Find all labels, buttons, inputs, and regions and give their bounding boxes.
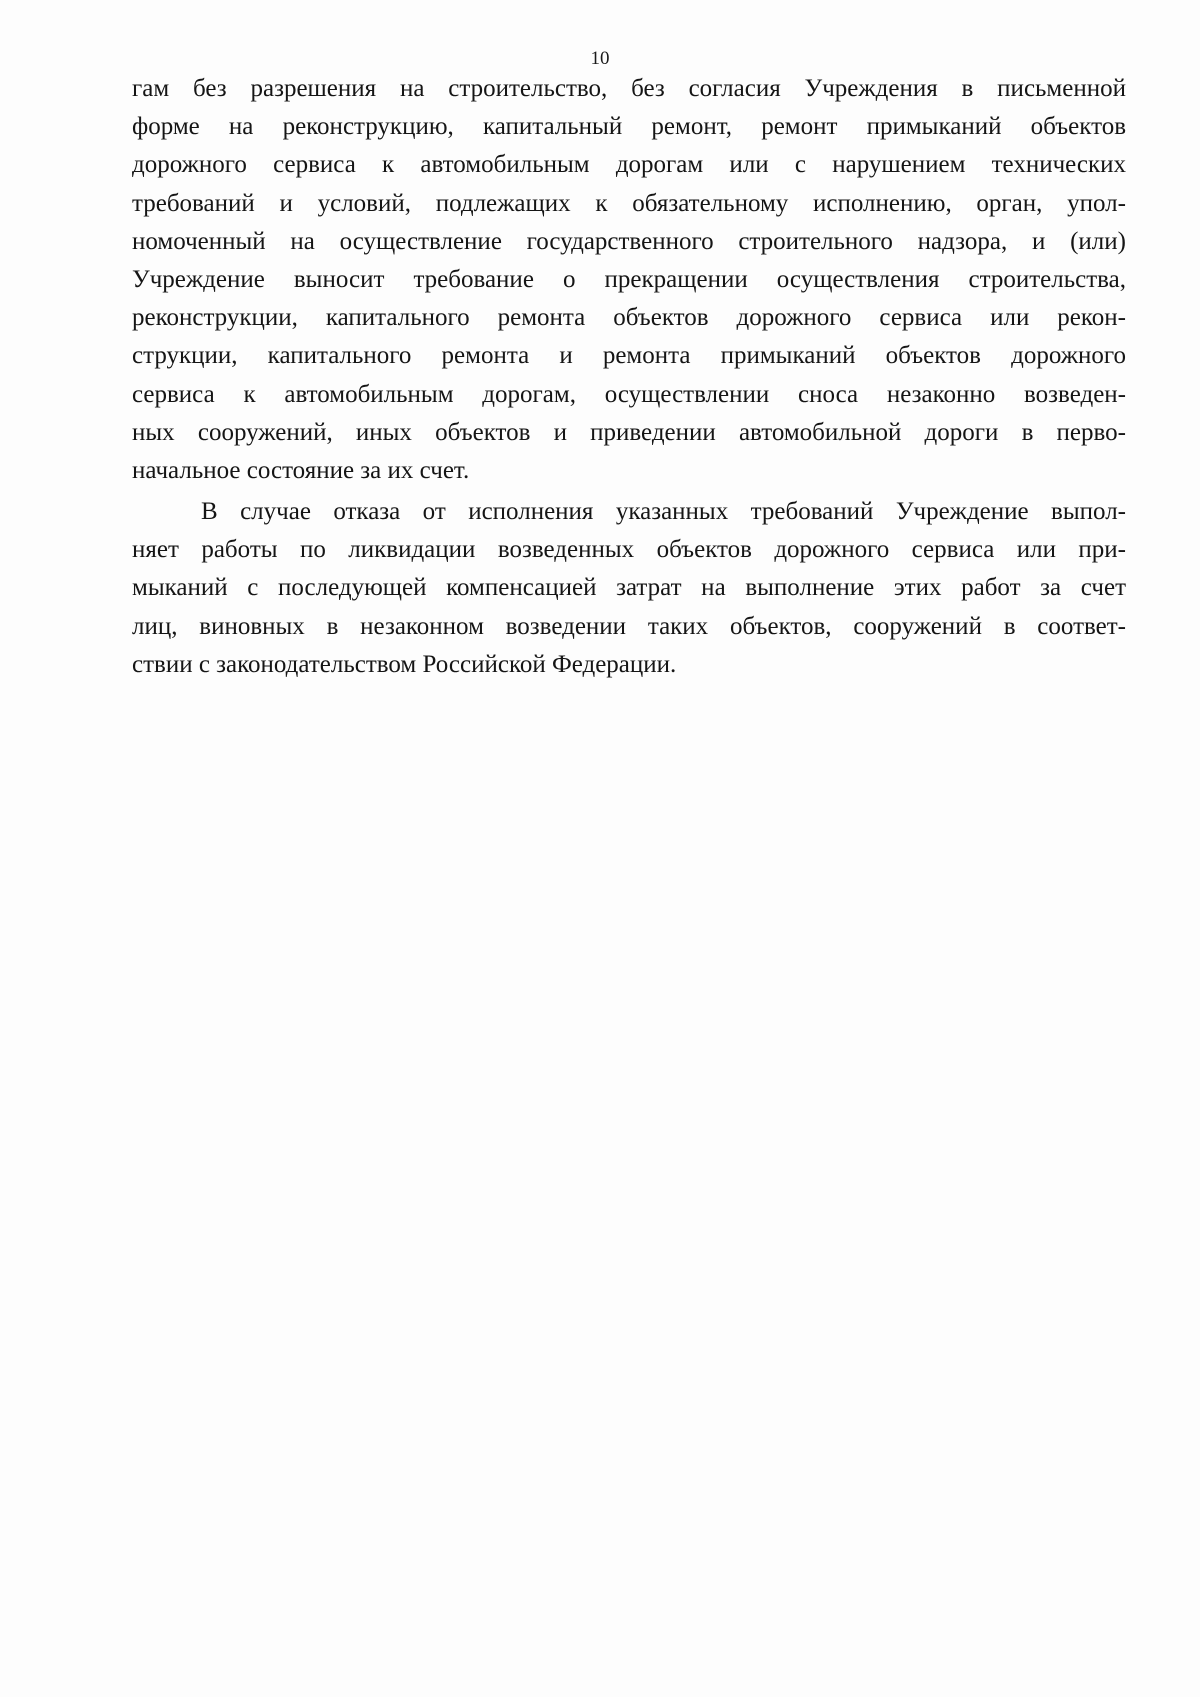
paragraph-2 <box>132 493 1126 684</box>
text-line: начальное состояние за их счет. <box>132 456 470 484</box>
page-number: 10 <box>590 48 610 69</box>
document-body <box>132 70 1126 684</box>
text-line: няет работы по ликвидации возведенных объектов дорожного сервиса или при- <box>132 536 1126 564</box>
text-line: гам без разрешения на строительство, без согласия Учреждения в письменной <box>132 75 1126 102</box>
text-line: форме на реконструкцию, капитальный ремонт, ремонт примыканий объектов <box>132 113 1126 141</box>
text-line: требований и условий, подлежащих к обязательному исполнению, орган, упол- <box>132 189 1126 217</box>
text-line: реконструкции, капитального ремонта объектов дорожного сервиса или рекон- <box>132 304 1126 332</box>
text-line: В случае отказа от исполнения указанных требований Учреждение выпол- <box>201 498 1126 526</box>
text-line: струкции, капитального ремонта и ремонта примыканий объектов дорожного <box>132 342 1126 370</box>
text-line: Учреждение выносит требование о прекращении осуществления строительства, <box>132 265 1126 293</box>
text-line: мыканий с последующей компенсацией затрат на выполнение этих работ за счет <box>132 574 1126 602</box>
text-line: номоченный на осуществление государственного строительного надзора, и (или) <box>132 227 1126 255</box>
text-line: ствии с законодательством Российской Федерации. <box>132 650 677 678</box>
text-line: ных сооружений, иных объектов и приведении автомобильной дороги в перво- <box>132 418 1126 446</box>
text-line: дорожного сервиса к автомобильным дорогам или с нарушением технических <box>132 151 1126 179</box>
text-line: лиц, виновных в незаконном возведении таких объектов, сооружений в соответ- <box>132 612 1126 640</box>
text-line: сервиса к автомобильным дорогам, осуществлении сноса незаконно возведен- <box>132 380 1126 408</box>
paragraph-1 <box>132 70 1126 490</box>
